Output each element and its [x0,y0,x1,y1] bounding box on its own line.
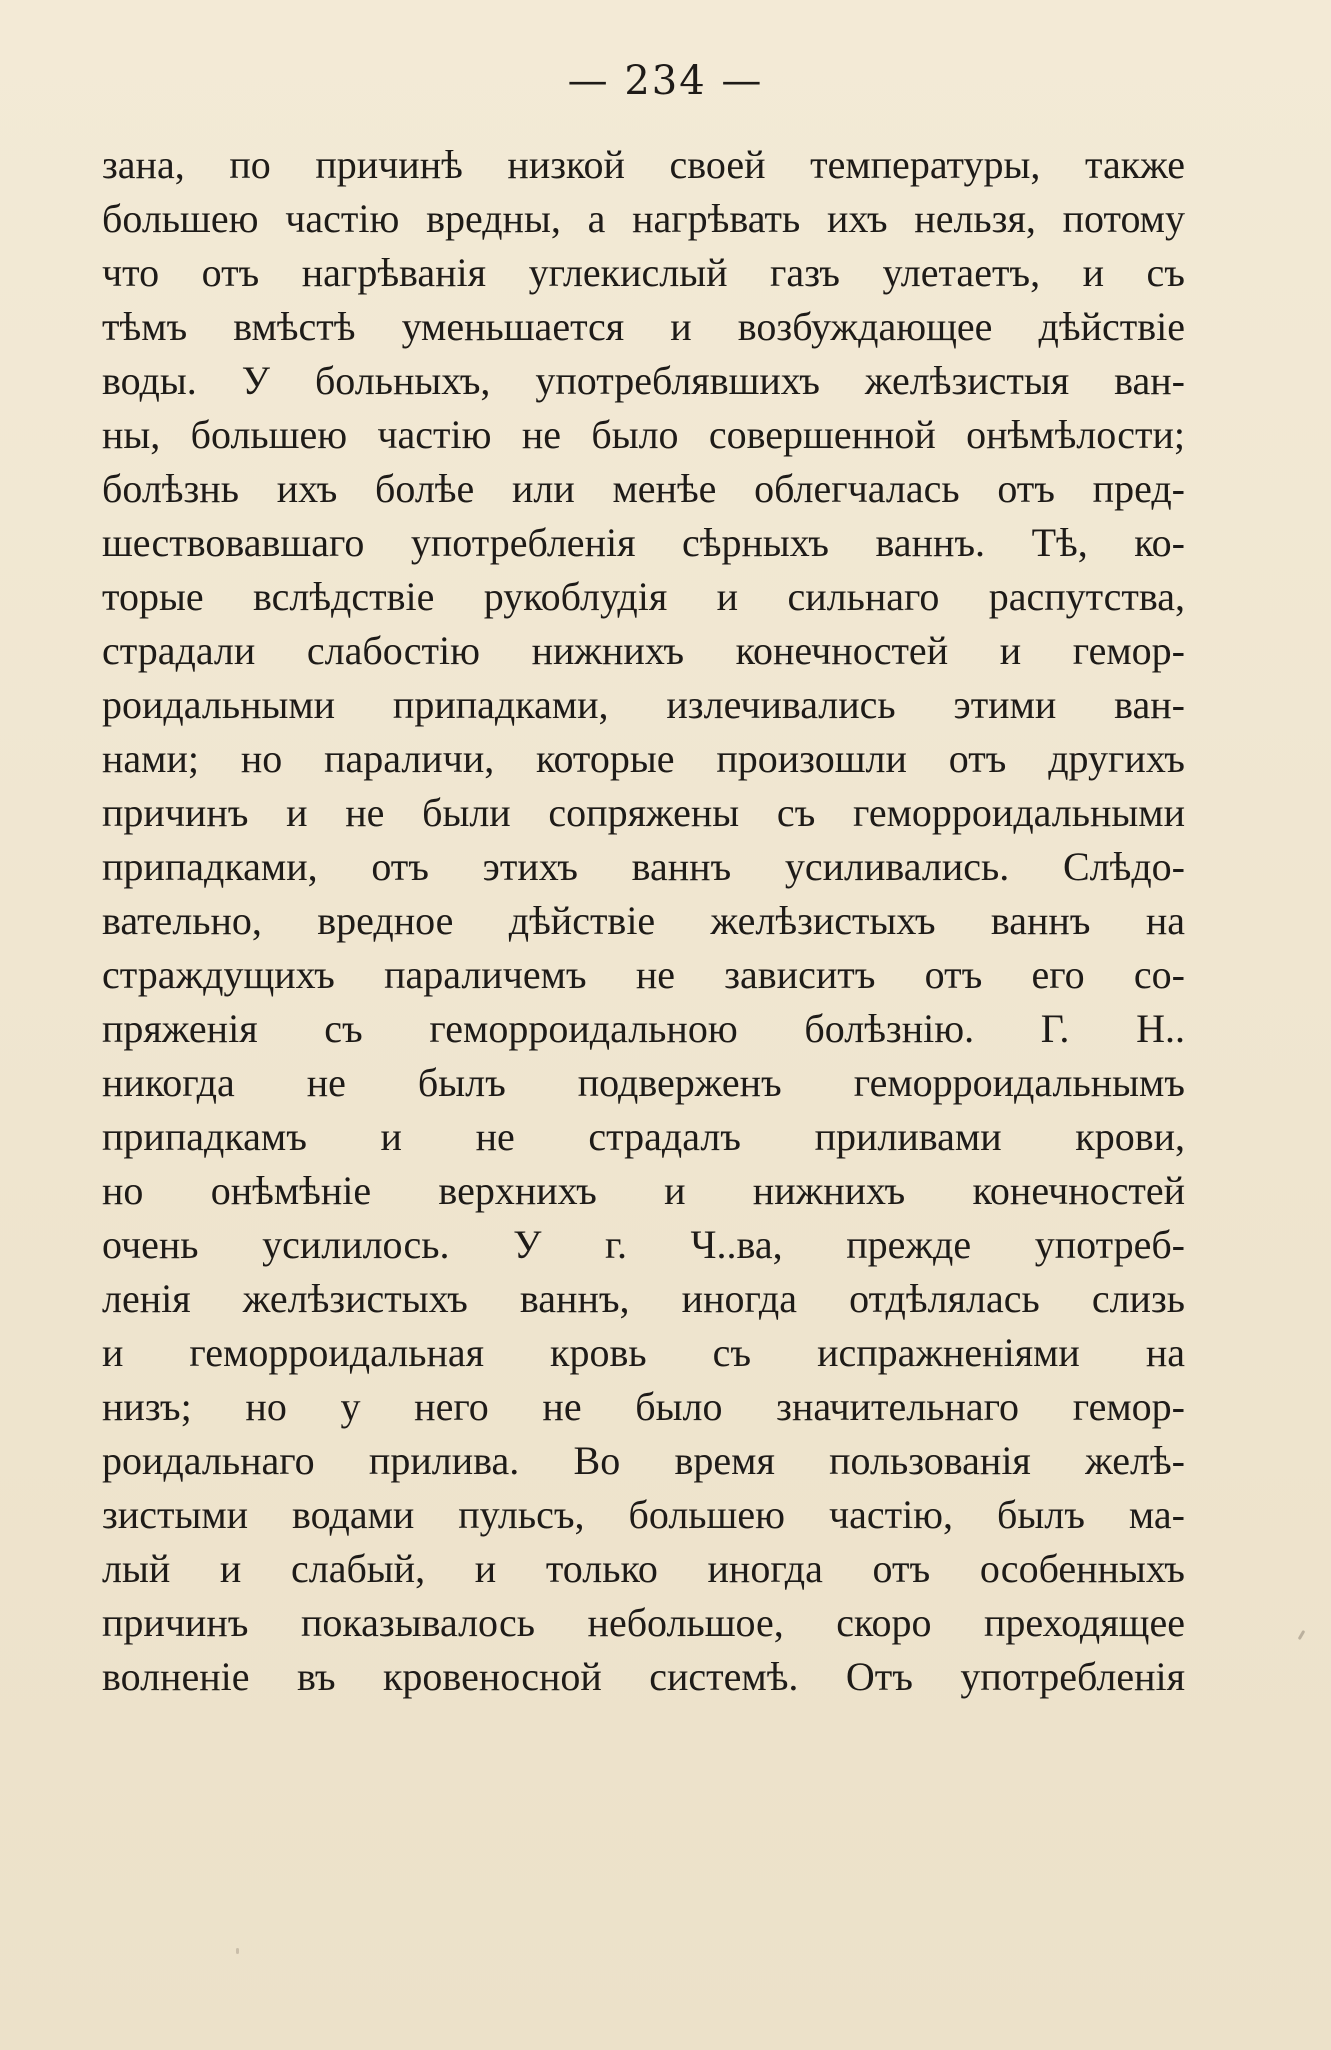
text-line: вательно, вредное дѣйствіе желѣзистыхъ ваннъ на [102,898,1185,943]
text-line: что отъ нагрѣванія углекислый газъ улетаетъ, и съ [102,250,1185,295]
text-line: припадкамъ и не страдалъ приливами крови, [102,1114,1185,1159]
text-line: нами; но параличи, которые произошли отъ другихъ [102,736,1185,781]
text-line: воды. У больныхъ, употреблявшихъ желѣзистыя ван- [102,358,1185,403]
text-line: зана, по причинѣ низкой своей температуры, также [102,142,1185,187]
paper-speck [1298,1630,1306,1640]
page-number: — 234 — [567,58,764,104]
text-line: болѣзнь ихъ болѣе или менѣе облегчалась отъ пред- [102,466,1185,511]
text-line: страдали слабостію нижнихъ конечностей и гемор- [102,628,1185,673]
paper-speck [236,1948,239,1954]
text-line: большею частію вредны, а нагрѣвать ихъ нельзя, потому [102,196,1185,241]
text-line: пряженія съ геморроидальною болѣзнію. Г. Н.. [102,1006,1185,1051]
text-line: но онѣмѣніе верхнихъ и нижнихъ конечностей [102,1168,1185,1213]
text-line: роидальнаго прилива. Во время пользованія желѣ- [102,1438,1185,1483]
text-line: никогда не былъ подверженъ геморроидальнымъ [102,1060,1185,1105]
text-line: волненіе въ кровеносной системѣ. Отъ употребленія [102,1654,1185,1699]
text-line: очень усилилось. У г. Ч..ва, прежде употреб- [102,1222,1185,1267]
text-line: ленія желѣзистыхъ ваннъ, иногда отдѣлялась слизь [102,1276,1185,1321]
text-line: и геморроидальная кровь съ испражненіями на [102,1330,1185,1375]
body-text [102,138,1185,1704]
text-line: причинъ показывалось небольшое, скоро преходящее [102,1600,1185,1645]
text-line: низъ; но у него не было значительнаго гемор- [102,1384,1185,1429]
text-line: зистыми водами пульсъ, большею частію, былъ ма- [102,1492,1185,1537]
text-line: ны, большею частію не было совершенной онѣмѣлости; [102,412,1185,457]
text-line: страждущихъ параличемъ не зависитъ отъ его со- [102,952,1185,997]
text-line: торые вслѣдствіе рукоблудія и сильнаго распутства, [102,574,1185,619]
text-line: припадками, отъ этихъ ваннъ усиливались. Слѣдо- [102,844,1185,889]
text-line: шествовавшаго употребленія сѣрныхъ ваннъ. Тѣ, ко- [102,520,1185,565]
text-line: тѣмъ вмѣстѣ уменьшается и возбуждающее дѣйствіе [102,304,1185,349]
text-line: роидальными припадками, излечивались этими ван- [102,682,1185,727]
text-line: лый и слабый, и только иногда отъ особенныхъ [102,1546,1185,1591]
text-line: причинъ и не были сопряжены съ геморроидальными [102,790,1185,835]
